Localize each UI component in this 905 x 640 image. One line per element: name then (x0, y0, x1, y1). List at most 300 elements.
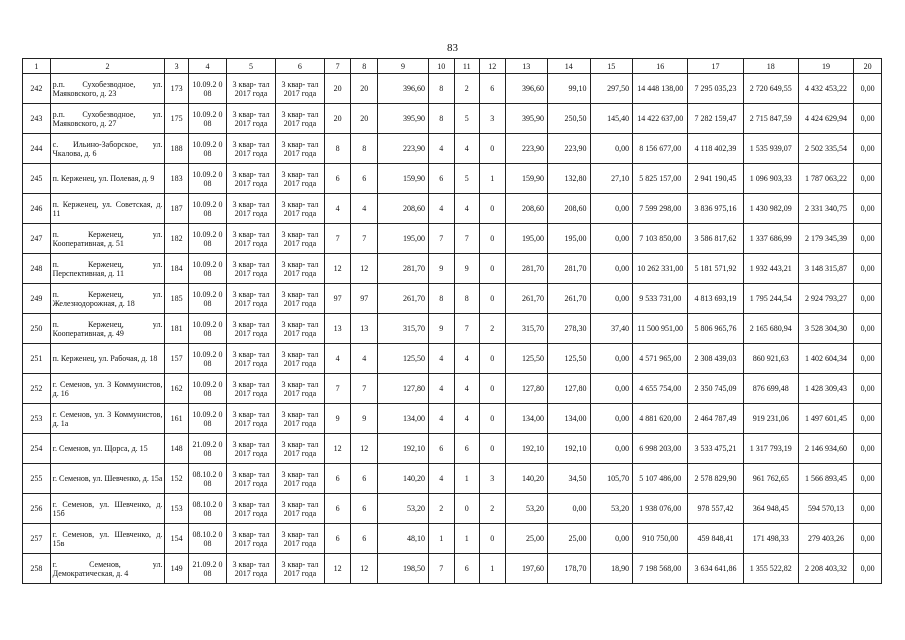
table-cell: п. Керженец, ул. Кооперативная, д. 51 (50, 224, 165, 254)
table-cell: 0,00 (854, 74, 882, 104)
table-cell: 4 (429, 374, 455, 404)
table-cell: 48,10 (378, 524, 429, 554)
table-cell: 4 424 629,94 (798, 104, 853, 134)
table-cell: с. Ильино-Заборское, ул. Чкалова, д. 6 (50, 134, 165, 164)
table-cell: 3 квар- тал 2017 года (275, 74, 324, 104)
table-cell: 10.09.2 008 (188, 74, 226, 104)
table-row (23, 74, 882, 104)
table-cell: п. Керженец, ул. Рабочая, д. 18 (50, 344, 165, 374)
table-cell: 3 квар- тал 2017 года (275, 434, 324, 464)
table-cell: 6 (429, 434, 455, 464)
table-cell: 08.10.2 008 (188, 524, 226, 554)
table-cell: 255 (23, 464, 51, 494)
table-cell: 4 881 620,00 (633, 404, 688, 434)
table-cell: 208,60 (505, 194, 548, 224)
table-cell: 0,00 (854, 194, 882, 224)
table-cell: 192,10 (505, 434, 548, 464)
table-cell: 6 (480, 74, 506, 104)
table-cell: 6 998 203,00 (633, 434, 688, 464)
table-row (23, 404, 882, 434)
table-cell: 14 422 637,00 (633, 104, 688, 134)
table-cell: 7 (324, 374, 351, 404)
table-cell: 21.09.2 008 (188, 434, 226, 464)
table-cell: 7 (429, 224, 455, 254)
table-cell: г. Семенов, ул. Шевченко, д. 15в (50, 524, 165, 554)
table-cell: 184 (165, 254, 188, 284)
table-cell: 253 (23, 404, 51, 434)
table-cell: 0,00 (548, 494, 591, 524)
table-cell: 1 566 893,45 (798, 464, 853, 494)
table-cell: 183 (165, 164, 188, 194)
table-cell: 5 825 157,00 (633, 164, 688, 194)
table-cell: 250,50 (548, 104, 591, 134)
table-cell: 978 557,42 (688, 494, 743, 524)
table-cell: 2 720 649,55 (743, 74, 798, 104)
table-cell: 9 (454, 254, 480, 284)
table-cell: 8 (429, 284, 455, 314)
table-cell: 1 428 309,43 (798, 374, 853, 404)
table-cell: 6 (429, 164, 455, 194)
table-cell: 3 квар- тал 2017 года (227, 524, 276, 554)
table-cell: 4 571 965,00 (633, 344, 688, 374)
table-cell: 195,00 (378, 224, 429, 254)
table-cell: 1 (480, 554, 506, 584)
table-cell: 0,00 (590, 404, 633, 434)
table-cell: р.п. Сухобезводное, ул. Маяковского, д. 27 (50, 104, 165, 134)
table-cell: 6 (324, 464, 351, 494)
table-row (23, 164, 882, 194)
table-cell: 127,80 (505, 374, 548, 404)
table-cell: 0,00 (854, 344, 882, 374)
table-cell: 3 квар- тал 2017 года (275, 134, 324, 164)
table-cell: 3 (480, 464, 506, 494)
table-cell: 134,00 (548, 404, 591, 434)
table-cell: 223,90 (505, 134, 548, 164)
table-cell: 11 500 951,00 (633, 314, 688, 344)
column-header: 9 (378, 59, 429, 74)
table-cell: 0,00 (854, 404, 882, 434)
table-cell: 396,60 (378, 74, 429, 104)
table-cell: 7 (351, 374, 378, 404)
table-cell: 1 402 604,34 (798, 344, 853, 374)
table-cell: 594 570,13 (798, 494, 853, 524)
table-cell: 1 337 686,99 (743, 224, 798, 254)
table-cell: 181 (165, 314, 188, 344)
table-cell: 0,00 (590, 134, 633, 164)
table-cell: 1 (480, 164, 506, 194)
table-cell: 3 квар- тал 2017 года (227, 284, 276, 314)
table-cell: 195,00 (505, 224, 548, 254)
table-cell: 2 502 335,54 (798, 134, 853, 164)
table-cell: 10.09.2 008 (188, 404, 226, 434)
table-cell: 3 533 475,21 (688, 434, 743, 464)
table-row (23, 344, 882, 374)
table-cell: 3 квар- тал 2017 года (275, 404, 324, 434)
table-cell: 3 586 817,62 (688, 224, 743, 254)
table-cell: г. Семенов, ул. Шевченко, д. 15б (50, 494, 165, 524)
table-cell: 18,90 (590, 554, 633, 584)
column-header: 13 (505, 59, 548, 74)
header-row (23, 59, 882, 74)
table-cell: 5 (454, 104, 480, 134)
table-cell: 2 208 403,32 (798, 554, 853, 584)
table-cell: 12 (324, 254, 351, 284)
table-cell: 261,70 (548, 284, 591, 314)
page-number: 83 (447, 42, 458, 54)
table-cell: п. Керженец, ул. Перспективная, д. 11 (50, 254, 165, 284)
table-cell: 9 (351, 404, 378, 434)
table-cell: г. Семенов, ул. 3 Коммунистов, д. 16 (50, 374, 165, 404)
table-cell: 140,20 (378, 464, 429, 494)
table-cell: 3 квар- тал 2017 года (227, 374, 276, 404)
table-cell: 12 (324, 434, 351, 464)
table-cell: 7 198 568,00 (633, 554, 688, 584)
table-cell: 4 (454, 374, 480, 404)
table-cell: 157 (165, 344, 188, 374)
table-cell: 5 181 571,92 (688, 254, 743, 284)
table-cell: 0,00 (590, 194, 633, 224)
table-cell: 281,70 (378, 254, 429, 284)
table-cell: 0 (480, 254, 506, 284)
table-row (23, 224, 882, 254)
table-cell: 0 (480, 284, 506, 314)
table-cell: 9 (429, 314, 455, 344)
table-cell: 910 750,00 (633, 524, 688, 554)
table-cell: 0 (480, 344, 506, 374)
table-cell: 148 (165, 434, 188, 464)
table-cell: 145,40 (590, 104, 633, 134)
table-cell: 2 924 793,27 (798, 284, 853, 314)
column-header: 3 (165, 59, 188, 74)
table-cell: 53,20 (378, 494, 429, 524)
table-row (23, 374, 882, 404)
table-cell: 0,00 (590, 344, 633, 374)
table-cell: 250 (23, 314, 51, 344)
table-cell: 4 (351, 344, 378, 374)
table-cell: 1 355 522,82 (743, 554, 798, 584)
table-cell: 1 096 903,33 (743, 164, 798, 194)
table-body (23, 74, 882, 584)
table-cell: 0,00 (590, 374, 633, 404)
table-cell: 4 (454, 134, 480, 164)
table-cell: 53,20 (590, 494, 633, 524)
table-cell: 258 (23, 554, 51, 584)
table-cell: 0,00 (854, 224, 882, 254)
table-cell: 132,80 (548, 164, 591, 194)
table-cell: 10 262 331,00 (633, 254, 688, 284)
table-cell: 1 (454, 524, 480, 554)
table-cell: 3 квар- тал 2017 года (227, 404, 276, 434)
table-cell: 125,50 (548, 344, 591, 374)
table-cell: 0 (480, 224, 506, 254)
table-cell: 3 528 304,30 (798, 314, 853, 344)
column-header: 5 (227, 59, 276, 74)
table-cell: 152 (165, 464, 188, 494)
table-cell: 3 квар- тал 2017 года (275, 104, 324, 134)
table-cell: 2 715 847,59 (743, 104, 798, 134)
table-cell: 0,00 (854, 314, 882, 344)
table-cell: г. Семенов, ул. 3 Коммунистов, д. 1а (50, 404, 165, 434)
table-cell: 254 (23, 434, 51, 464)
table-cell: 3 квар- тал 2017 года (227, 464, 276, 494)
table-cell: 4 (324, 194, 351, 224)
table-cell: 4 (454, 194, 480, 224)
table-cell: 10.09.2 008 (188, 344, 226, 374)
table-cell: п. Керженец, ул. Железнодорожная, д. 18 (50, 284, 165, 314)
table-cell: 1 497 601,45 (798, 404, 853, 434)
table-cell: 919 231,06 (743, 404, 798, 434)
table-cell: 244 (23, 134, 51, 164)
table-cell: 1 787 063,22 (798, 164, 853, 194)
table-cell: 1 430 982,09 (743, 194, 798, 224)
table-cell: 10.09.2 008 (188, 224, 226, 254)
table-cell: 27,10 (590, 164, 633, 194)
table-cell: 99,10 (548, 74, 591, 104)
table-row (23, 254, 882, 284)
table-cell: 281,70 (505, 254, 548, 284)
table-cell: 173 (165, 74, 188, 104)
table-cell: 7 (324, 224, 351, 254)
table-cell: 3 квар- тал 2017 года (275, 314, 324, 344)
column-header: 14 (548, 59, 591, 74)
table-cell: 246 (23, 194, 51, 224)
table-cell: 247 (23, 224, 51, 254)
table-cell: 4 (429, 464, 455, 494)
table-cell: 6 (454, 554, 480, 584)
table-cell: 188 (165, 134, 188, 164)
table-cell: 3 квар- тал 2017 года (227, 434, 276, 464)
table-cell: 243 (23, 104, 51, 134)
table-cell: 4 (324, 344, 351, 374)
table-cell: 0 (480, 434, 506, 464)
table-cell: 7 (429, 554, 455, 584)
column-header: 16 (633, 59, 688, 74)
table-cell: 315,70 (378, 314, 429, 344)
table-cell: 261,70 (378, 284, 429, 314)
table-cell: 6 (454, 434, 480, 464)
table-cell: 20 (324, 104, 351, 134)
table-cell: 208,60 (378, 194, 429, 224)
table-cell: 2 464 787,49 (688, 404, 743, 434)
table-cell: 125,50 (505, 344, 548, 374)
table-cell: 0,00 (590, 254, 633, 284)
table-row (23, 194, 882, 224)
table-cell: 14 448 138,00 (633, 74, 688, 104)
table-cell: 251 (23, 344, 51, 374)
table-cell: 245 (23, 164, 51, 194)
column-header: 1 (23, 59, 51, 74)
table-cell: 860 921,63 (743, 344, 798, 374)
table-cell: 278,30 (548, 314, 591, 344)
table-cell: 3 квар- тал 2017 года (227, 104, 276, 134)
table-cell: 6 (351, 524, 378, 554)
table-cell: 3 квар- тал 2017 года (227, 344, 276, 374)
table-cell: 10.09.2 008 (188, 284, 226, 314)
table-cell: 3 квар- тал 2017 года (227, 254, 276, 284)
column-header: 20 (854, 59, 882, 74)
table-cell: 2 (429, 494, 455, 524)
table-cell: 297,50 (590, 74, 633, 104)
table-cell: 127,80 (548, 374, 591, 404)
table-cell: 7 599 298,00 (633, 194, 688, 224)
table-cell: 178,70 (548, 554, 591, 584)
table-cell: 4 (429, 194, 455, 224)
table-cell: 0,00 (854, 104, 882, 134)
table-row (23, 314, 882, 344)
table-cell: 0,00 (854, 554, 882, 584)
table-cell: 6 (351, 494, 378, 524)
table-cell: г. Семенов, ул. Шевченко, д. 15а (50, 464, 165, 494)
table-cell: 10.09.2 008 (188, 194, 226, 224)
column-header: 19 (798, 59, 853, 74)
table-cell: 3 квар- тал 2017 года (275, 284, 324, 314)
table-cell: 3 (480, 104, 506, 134)
table-row (23, 434, 882, 464)
table-row (23, 494, 882, 524)
table-cell: 8 (454, 284, 480, 314)
table-cell: 161 (165, 404, 188, 434)
table-cell: 4 (429, 404, 455, 434)
table-cell: 9 (324, 404, 351, 434)
table-cell: 0 (480, 194, 506, 224)
table-cell: 315,70 (505, 314, 548, 344)
table-cell: 395,90 (505, 104, 548, 134)
table-cell: 0,00 (854, 434, 882, 464)
table-cell: 249 (23, 284, 51, 314)
table-cell: 153 (165, 494, 188, 524)
column-header: 10 (429, 59, 455, 74)
table-row (23, 524, 882, 554)
table-cell: 25,00 (505, 524, 548, 554)
table-cell: 3 квар- тал 2017 года (227, 554, 276, 584)
table-cell: 3 148 315,87 (798, 254, 853, 284)
table-cell: 8 (324, 134, 351, 164)
table-cell: 3 квар- тал 2017 года (275, 224, 324, 254)
table-cell: 1 938 076,00 (633, 494, 688, 524)
table-cell: п. Керженец, ул. Кооперативная, д. 49 (50, 314, 165, 344)
table-cell: 3 квар- тал 2017 года (227, 314, 276, 344)
table-cell: 162 (165, 374, 188, 404)
table-cell: 25,00 (548, 524, 591, 554)
table-cell: 6 (351, 164, 378, 194)
table-cell: 281,70 (548, 254, 591, 284)
table-cell: 1 317 793,19 (743, 434, 798, 464)
table-cell: 08.10.2 008 (188, 494, 226, 524)
table-cell: 2 578 829,90 (688, 464, 743, 494)
table-cell: 279 403,26 (798, 524, 853, 554)
table-cell: 7 295 035,23 (688, 74, 743, 104)
table-cell: 223,90 (548, 134, 591, 164)
table-cell: 2 350 745,09 (688, 374, 743, 404)
table-cell: 0 (480, 404, 506, 434)
table-cell: 21.09.2 008 (188, 554, 226, 584)
table-cell: 8 (429, 104, 455, 134)
table-cell: 1 535 939,07 (743, 134, 798, 164)
table-cell: 20 (351, 74, 378, 104)
registry-table (22, 58, 882, 584)
table-cell: 0 (480, 134, 506, 164)
table-cell: 0,00 (854, 464, 882, 494)
table-cell: 4 118 402,39 (688, 134, 743, 164)
table-cell: 3 квар- тал 2017 года (275, 464, 324, 494)
table-cell: 12 (351, 434, 378, 464)
table-cell: 0,00 (854, 524, 882, 554)
table-cell: 4 813 693,19 (688, 284, 743, 314)
table-cell: 0 (454, 494, 480, 524)
table-cell: 4 (454, 404, 480, 434)
table-cell: 0,00 (590, 434, 633, 464)
table-cell: 876 699,48 (743, 374, 798, 404)
table-cell: 20 (351, 104, 378, 134)
table-cell: 10.09.2 008 (188, 374, 226, 404)
table-cell: 10.09.2 008 (188, 314, 226, 344)
table-cell: 2 331 340,75 (798, 194, 853, 224)
column-header: 12 (480, 59, 506, 74)
table-cell: 3 квар- тал 2017 года (275, 164, 324, 194)
table-cell: 192,10 (378, 434, 429, 464)
table-cell: 1 (429, 524, 455, 554)
table-cell: 7 282 159,47 (688, 104, 743, 134)
table-cell: 10.09.2 008 (188, 104, 226, 134)
table-cell: 97 (324, 284, 351, 314)
table-cell: 5 806 965,76 (688, 314, 743, 344)
table-cell: 3 квар- тал 2017 года (275, 254, 324, 284)
table-cell: 12 (324, 554, 351, 584)
table-cell: 12 (351, 254, 378, 284)
table-cell: 395,90 (378, 104, 429, 134)
table-cell: 2 941 190,45 (688, 164, 743, 194)
table-cell: р.п. Сухобезводное, ул. Маяковского, д. 23 (50, 74, 165, 104)
table-cell: 3 квар- тал 2017 года (227, 194, 276, 224)
table-cell: 192,10 (548, 434, 591, 464)
table-row (23, 134, 882, 164)
table-cell: 223,90 (378, 134, 429, 164)
table-cell: 2 146 934,60 (798, 434, 853, 464)
table-row (23, 554, 882, 584)
table-cell: 4 (429, 344, 455, 374)
column-header: 6 (275, 59, 324, 74)
table-row (23, 284, 882, 314)
column-header: 7 (324, 59, 351, 74)
table-cell: 2 (480, 494, 506, 524)
table-cell: 185 (165, 284, 188, 314)
table-cell: 4 (429, 134, 455, 164)
column-header: 15 (590, 59, 633, 74)
table-cell: 3 квар- тал 2017 года (275, 524, 324, 554)
column-header: 8 (351, 59, 378, 74)
table-cell: 6 (324, 494, 351, 524)
table-cell: 13 (324, 314, 351, 344)
table-cell: 10.09.2 008 (188, 254, 226, 284)
table-cell: 0,00 (854, 164, 882, 194)
table-cell: 6 (324, 524, 351, 554)
table-cell: 961 762,65 (743, 464, 798, 494)
table-cell: 208,60 (548, 194, 591, 224)
table-cell: 13 (351, 314, 378, 344)
table-cell: 3 квар- тал 2017 года (275, 194, 324, 224)
table-cell: 10.09.2 008 (188, 164, 226, 194)
table-cell: 127,80 (378, 374, 429, 404)
table-cell: 154 (165, 524, 188, 554)
column-header: 11 (454, 59, 480, 74)
table-cell: 4 432 453,22 (798, 74, 853, 104)
table-cell: 3 квар- тал 2017 года (275, 344, 324, 374)
table-cell: г. Семенов, ул. Щорса, д. 15 (50, 434, 165, 464)
table-cell: 159,90 (378, 164, 429, 194)
table-cell: 2 308 439,03 (688, 344, 743, 374)
table-cell: 3 квар- тал 2017 года (227, 134, 276, 164)
table-cell: 105,70 (590, 464, 633, 494)
